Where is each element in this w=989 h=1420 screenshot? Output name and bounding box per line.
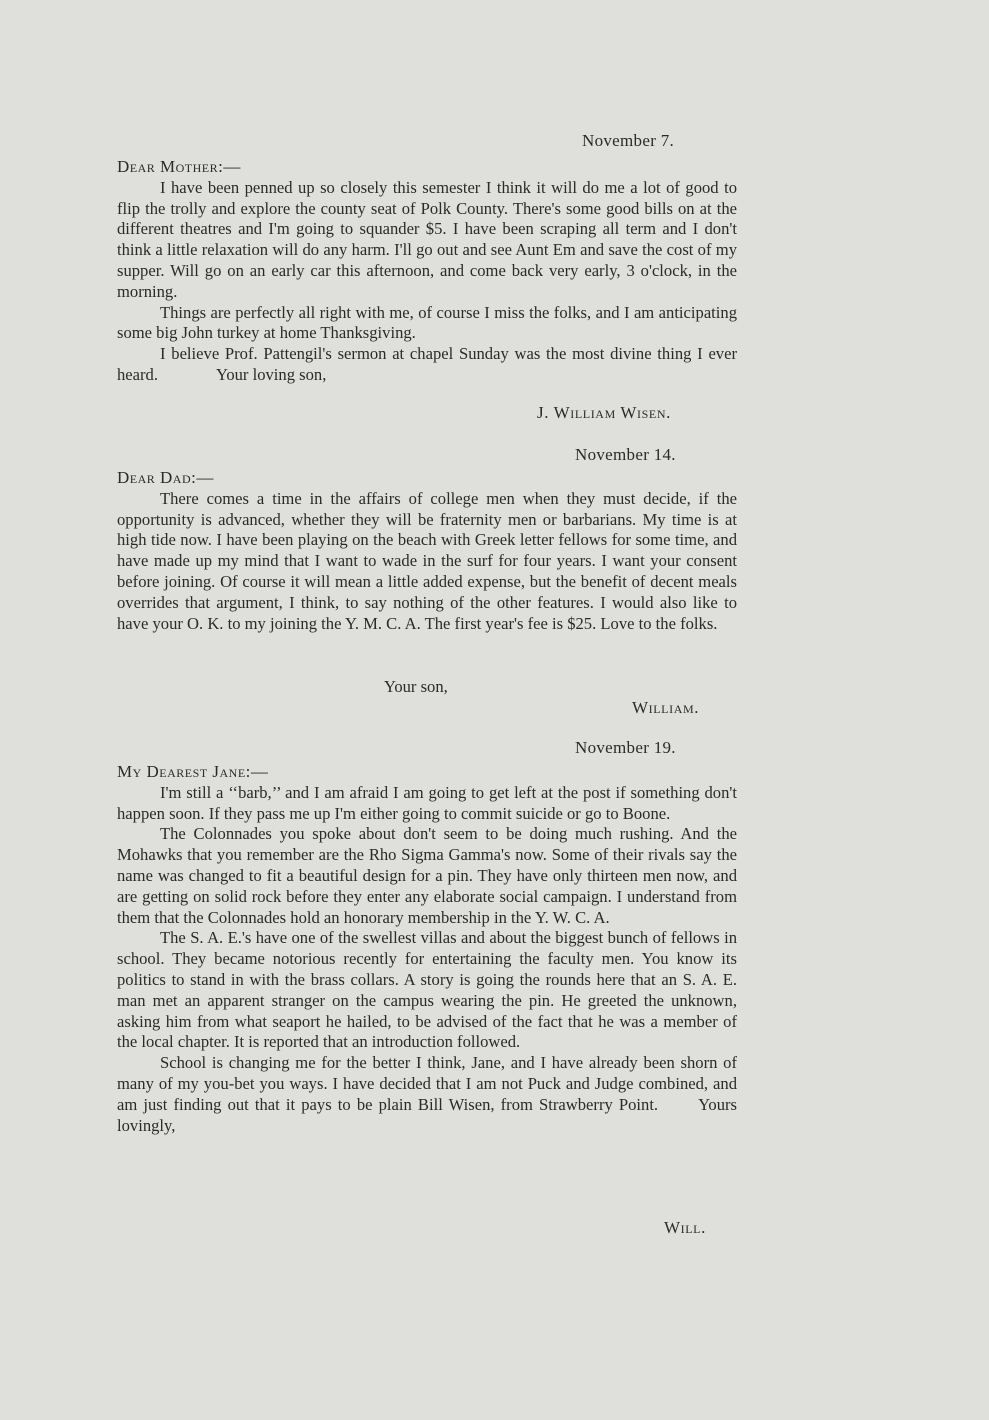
letter-3 (117, 762, 737, 1136)
letter-2 (117, 468, 737, 634)
letter-2-signature: William. (632, 698, 700, 717)
letter-2-date: November 14. (575, 445, 676, 464)
letter-1-paragraph-3 (117, 344, 737, 386)
letter-1 (117, 157, 737, 386)
letter-3-date: November 19. (575, 738, 676, 757)
letter-3-signature: Will. (664, 1218, 706, 1237)
letter-3-last-paragraph: School is changing me for the better I think, Jane, and I have already been shorn of many of my you-bet you ways. I have decided that I am not Puck and Judge combined, and am just finding out that it pays to be plain Bill Wisen, from Strawberry Point. (117, 1053, 737, 1114)
letter-1-paragraph-2: Things are perfectly all right with me, of course I miss the folks, and I am anticipating some big John turkey at home Thanksgiving. (117, 302, 737, 343)
letter-1-last-paragraph: I believe Prof. Pattengil's sermon at chapel Sunday was the most divine thing I ever heard. (117, 344, 737, 384)
letter-3-paragraph-2: The Colonnades you spoke about don't seem to be doing much rushing. And the Mohawks that you remember are the Rho Sigma Gamma's now. Some of their rivals say the name was changed to fit a beautiful design for a pin. They have only thirteen men now, and are getting on solid rock before they enter any elaborate social campaign. I understand from them that the Colonnades hold an honorary membership in the Y. W. C. A. (117, 824, 737, 927)
letter-2-paragraph-1: There comes a time in the affairs of college men when they must decide, if the opportunity is advanced, whether they will be fraternity men or barbarians. My time is at high tide now. I have been playing on the beach with Greek letter fellows for some time, and have made up my mind that I want to wade in the surf for four years. I want your consent before joining. Of course it will mean a little added expense, but the benefit of decent meals overrides that argument, I think, to say nothing of the other features. I would also like to have your O. K. to my joining the Y. M. C. A. The first year's fee is $25. Love to the folks. (117, 488, 737, 633)
letter-3-paragraph-1: I'm still a ‘‘barb,’’ and I am afraid I am going to get left at the post if something don't happen soon. If they pass me up I'm either going to commit suicide or go to Boone. (117, 782, 737, 823)
letter-3-salutation: My Dearest Jane:— (117, 762, 269, 781)
letter-2-salutation: Dear Dad:— (117, 468, 214, 487)
letter-1-signature: J. William Wisen. (537, 403, 671, 422)
letter-3-paragraph-3: The S. A. E.'s have one of the swellest villas and about the biggest bunch of fellows in school. They became notorious recently for entertaining the faculty men. You know its politics to stand in with the brass collars. A story is going the rounds here that an S. A. E. man met an apparent stranger on the campus wearing the pin. He greeted the unknown, asking him from what seaport he hailed, to be advised of the fact that he was a member of the local chapter. It is reported that an introduction followed. (117, 928, 737, 1052)
letter-2-closing: Your son, (384, 677, 448, 696)
letter-3-paragraph-4 (117, 1053, 737, 1136)
letter-1-closing: Your loving son, (216, 364, 327, 384)
letter-1-salutation: Dear Mother:— (117, 157, 241, 176)
letter-1-date: November 7. (582, 131, 675, 150)
letter-3-closing: Yours lovingly, (117, 1094, 737, 1135)
letter-1-paragraph-1: I have been penned up so closely this semester I think it will do me a lot of good to flip the trolly and explore the county seat of Polk County. There's some good bills on at the different theatres and I'm going to squander $5. I have been scraping all term and I don't think a little relaxation will do any harm. I'll go out and see Aunt Em and save the cost of my supper. Will go on an early car this afternoon, and come back very early, 3 o'clock, in the morning. (117, 177, 737, 301)
